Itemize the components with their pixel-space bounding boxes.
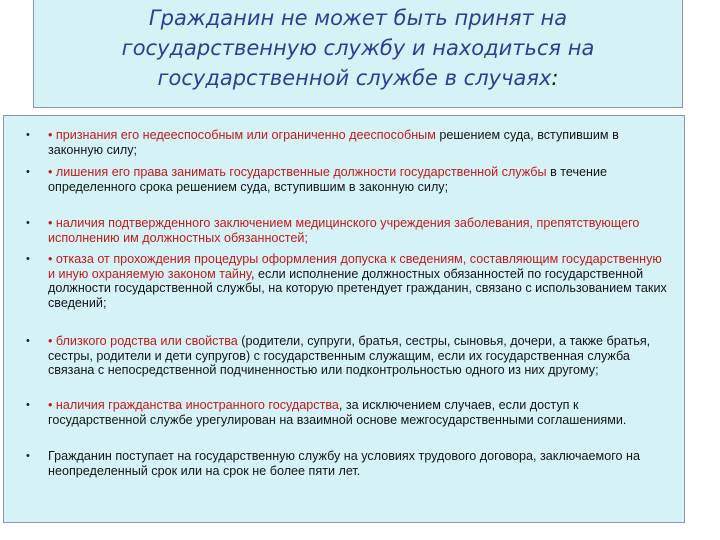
list-item-text: [48, 128, 668, 157]
list-item-text: [48, 165, 668, 194]
list-item-highlight: • близкого родства или свойства: [48, 334, 238, 348]
list-item-rest: Гражданин поступает на государственную службу на условиях трудового договора, заключаемого на неопределенный срок или на срок не более пяти лет.: [48, 449, 640, 478]
title-colon: :: [551, 66, 559, 90]
list-item-highlight: • признания его недееспособным или ограниченно дееспособным: [48, 128, 436, 142]
list-item-highlight: • отказа от прохождения процедуры оформления допуска к сведениям, составляющим государственную и иную охраняемую законом тайну: [48, 252, 662, 281]
bullet-marker: •: [26, 129, 30, 141]
bullet-marker: •: [26, 450, 30, 462]
list-item-highlight: • наличия подтвержденного заключением медицинского учреждения заболевания, препятствующего исполнению им должностных обязанностей;: [48, 216, 640, 245]
bullet-marker: •: [26, 253, 30, 265]
title-line-3-text: государственной службе в случаях: [157, 66, 552, 90]
title-line-2: государственную службу и находиться на: [121, 36, 595, 60]
list-item-highlight: • лишения его права занимать государственные должности государственной службы: [48, 165, 547, 179]
list-item-rest: , если исполнение должностных обязанностей по государственной должности государственной службы, на которую претендует гражданин, связано с использованием таких сведений;: [48, 266, 667, 310]
list-item-text: [48, 398, 668, 427]
list-item-rest: решением суда, вступившим в законную силу;: [48, 128, 619, 157]
bullet-list-panel: [3, 115, 685, 523]
bullet-marker: •: [26, 166, 30, 178]
list-item-text: [48, 334, 668, 378]
title-line-1: Гражданин не может быть принят на: [148, 6, 568, 30]
list-item-rest: в течение определенного срока решением суда, вступившим в законную силу;: [48, 165, 608, 194]
slide-title: [33, 0, 683, 108]
bullet-marker: •: [26, 399, 30, 411]
list-item-highlight: • наличия гражданства иностранного государства: [48, 398, 339, 412]
list-item-text: [48, 216, 668, 245]
bullet-marker: •: [26, 335, 30, 347]
bullet-marker: •: [26, 217, 30, 229]
list-item-text: [48, 252, 668, 310]
list-item-text: [48, 449, 668, 478]
list-item-rest: , за исключением случаев, если доступ к государственной службе урегулирован на взаимной основе межгосударственными соглашениями.: [48, 398, 627, 427]
list-item-rest: (родители, супруги, братья, сестры, сыновья, дочери, а также братья, сестры, родители и дети супругов) с государственным служащим, если их государственная служба связана с непосредственной подчиненностью или подконтрольностью одного из них другому;: [48, 334, 651, 378]
title-line-3: [34, 63, 682, 93]
